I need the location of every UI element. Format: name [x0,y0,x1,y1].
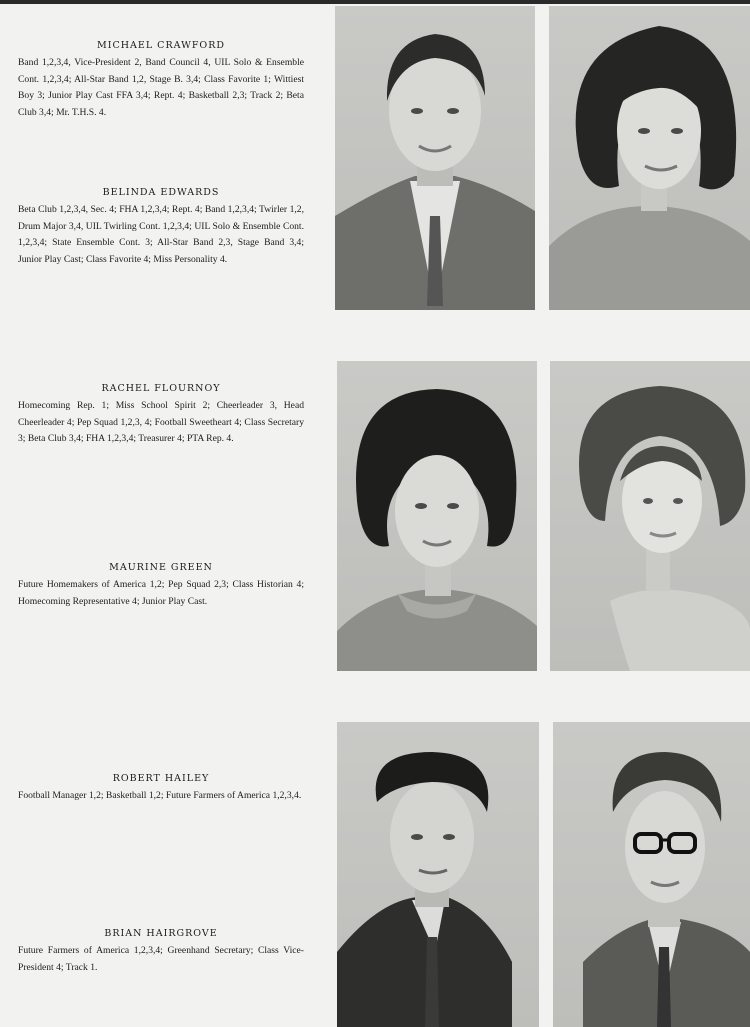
student-activities: Band 1,2,3,4, Vice-President 2, Band Council 4, UIL Solo & Ensemble Cont. 1,2,3,4; All-Star Band 1,2, Stage B. 3,4; Class Favorite 1; Wittiest Boy 3; Junior Play Cast FFA 3,4; Rept. 4; Basketball 2,3; Track 2; Beta Club 3,4; Mr. T.H.S. 4. [18,57,304,118]
portrait-photo-robert-hailey [337,722,539,1027]
portrait-photo-michael-crawford [335,6,535,310]
portrait-photo-rachel-flournoy [337,361,537,671]
student-name: RACHEL FLOURNOY [101,383,221,394]
student-activities: Future Farmers of America 1,2,3,4; Greenhand Secretary; Class Vice-President 4; Track 1. [18,945,304,973]
student-activities: Homecoming Rep. 1; Miss School Spirit 2; Cheerleader 3, Head Cheerleader 4; Pep Squad 1,2,3, 4; Football Sweetheart 4; Class Secretary 3; Beta Club 3,4; FHA 1,2,3,4; Treasurer 4; PTA Rep. 4. [18,400,304,444]
student-activities: Beta Club 1,2,3,4, Sec. 4; FHA 1,2,3,4; Rept. 4; Band 1,2,3,4; Twirler 1,2, Drum Major 3,4, UIL Twirling Cont. 1,2,3,4; UIL Solo & Ensemble Cont. 1,2,3,4; State Ensemble Cont. 3; All-Star Band 2,3, Stage Band 3,4; Junior Play Cast; Class Favorite 4; Miss Personality 4. [18,204,304,265]
student-activities: Future Homemakers of America 1,2; Pep Squad 2,3; Class Historian 4; Homecoming Representative 4; Junior Play Cast. [18,579,304,607]
entry-rachel-flournoy [18,383,304,448]
portrait-photo-belinda-edwards [549,6,750,310]
entry-brian-hairgrove [18,928,304,976]
page-top-edge [0,0,750,4]
entry-maurine-green [18,562,304,610]
portrait-photo-brian-hairgrove [553,722,750,1027]
entry-robert-hailey [18,773,304,805]
entry-michael-crawford [18,40,304,121]
portrait-photo-maurine-green [550,361,750,671]
student-name: BRIAN HAIRGROVE [104,928,218,939]
student-activities: Football Manager 1,2; Basketball 1,2; Future Farmers of America 1,2,3,4. [18,790,302,801]
student-name: MICHAEL CRAWFORD [97,40,225,51]
student-name: ROBERT HAILEY [112,773,210,784]
student-name: MAURINE GREEN [109,562,213,573]
entry-belinda-edwards [18,187,304,268]
student-name: BELINDA EDWARDS [102,187,220,198]
